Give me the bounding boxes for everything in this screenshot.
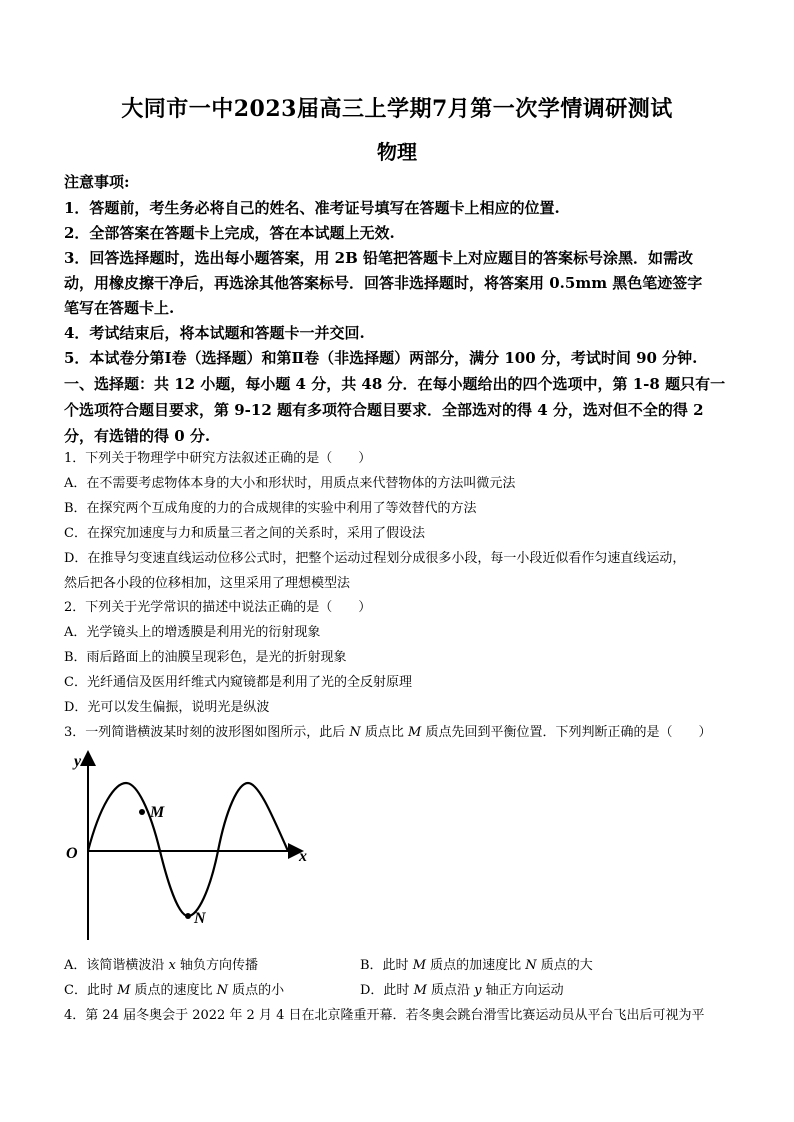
notice-item-3-cont-2: 笔写在答题卡上.	[64, 299, 175, 317]
wave-figure	[60, 750, 320, 950]
q3-option-a: A．该简谐横波沿 x 轴负方向传播	[64, 958, 259, 973]
exam-subject: 物理	[377, 140, 417, 164]
point-m	[139, 809, 145, 815]
wave-curve	[88, 783, 288, 916]
notice-item-4: 4．考试结束后，将本试题和答题卡一并交回.	[64, 324, 365, 342]
q2-option-c: C．光纤通信及医用纤维式内窥镜都是利用了光的全反射原理	[64, 675, 412, 690]
point-n	[185, 913, 191, 919]
q1-option-b: B．在探究两个互成角度的力的合成规律的实验中利用了等效替代的方法	[64, 501, 477, 516]
notice-heading: 注意事项:	[64, 173, 130, 191]
q1-stem: 1．下列关于物理学中研究方法叙述正确的是（ ）	[64, 451, 372, 466]
q3-stem: 3．一列简谐横波某时刻的波形图如图所示，此后 N 质点比 M 质点先回到平衡位置．下列判断正确的是（ ）	[64, 725, 712, 740]
x-axis-label: x	[299, 848, 307, 865]
point-n-label: N	[194, 910, 206, 927]
q1-option-c: C．在探究加速度与力和质量三者之间的关系时，采用了假设法	[64, 526, 425, 541]
q2-option-b: B．雨后路面上的油膜呈现彩色，是光的折射现象	[64, 650, 347, 665]
q1-option-d: D．在推导匀变速直线运动位移公式时，把整个运动过程划分成很多小段，每一小段近似看作匀速直线运动，	[64, 551, 686, 566]
origin-label: O	[66, 845, 78, 862]
q3-option-c: C．此时 M 质点的速度比 N 质点的小	[64, 983, 285, 998]
point-m-label: M	[150, 804, 165, 821]
notice-item-1: 1．答题前，考生务必将自己的姓名、准考证号填写在答题卡上相应的位置.	[64, 199, 560, 217]
section1-line-3: 分，有选错的得 0 分.	[64, 427, 211, 445]
q3-option-d: D．此时 M 质点沿 y 轴正方向运动	[360, 983, 564, 998]
q2-option-a: A．光学镜头上的增透膜是利用光的衍射现象	[64, 625, 321, 640]
q1-option-d-cont: 然后把各小段的位移相加，这里采用了理想模型法	[64, 576, 351, 591]
notice-item-5: 5．本试卷分第Ⅰ卷（选择题）和第Ⅱ卷（非选择题）两部分，满分 100 分，考试时间 90 分钟.	[64, 349, 698, 367]
q4-stem: 4．第 24 届冬奥会于 2022 年 2 月 4 日在北京隆重开幕．若冬奥会跳台滑雪比赛运动员从平台飞出后可视为平	[64, 1008, 705, 1023]
q3-option-b: B．此时 M 质点的加速度比 N 质点的大	[360, 958, 593, 973]
exam-title: 大同市一中2023届高三上学期7月第一次学情调研测试	[121, 96, 673, 122]
q2-option-d: D．光可以发生偏振，说明光是纵波	[64, 700, 270, 715]
notice-item-2: 2．全部答案在答题卡上完成，答在本试题上无效.	[64, 224, 395, 242]
y-axis-label: y	[74, 753, 82, 770]
q2-stem: 2．下列关于光学常识的描述中说法正确的是（ ）	[64, 600, 372, 615]
q1-option-a: A．在不需要考虑物体本身的大小和形状时，用质点来代替物体的方法叫微元法	[64, 476, 516, 491]
notice-item-3: 3．回答选择题时，选出每小题答案，用 2B 铅笔把答题卡上对应题目的答案标号涂黑．如需改	[64, 249, 694, 267]
section1-line-1: 一、选择题：共 12 小题，每小题 4 分，共 48 分．在每小题给出的四个选项中，第 1-8 题只有一	[64, 375, 726, 393]
notice-item-3-cont-1: 动，用橡皮擦干净后，再选涂其他答案标号．回答非选择题时，将答案用 0.5mm 黑色笔迹签字	[64, 274, 703, 292]
section1-line-2: 个选项符合题目要求，第 9-12 题有多项符合题目要求．全部选对的得 4 分，选对但不全的得 2	[64, 401, 704, 419]
